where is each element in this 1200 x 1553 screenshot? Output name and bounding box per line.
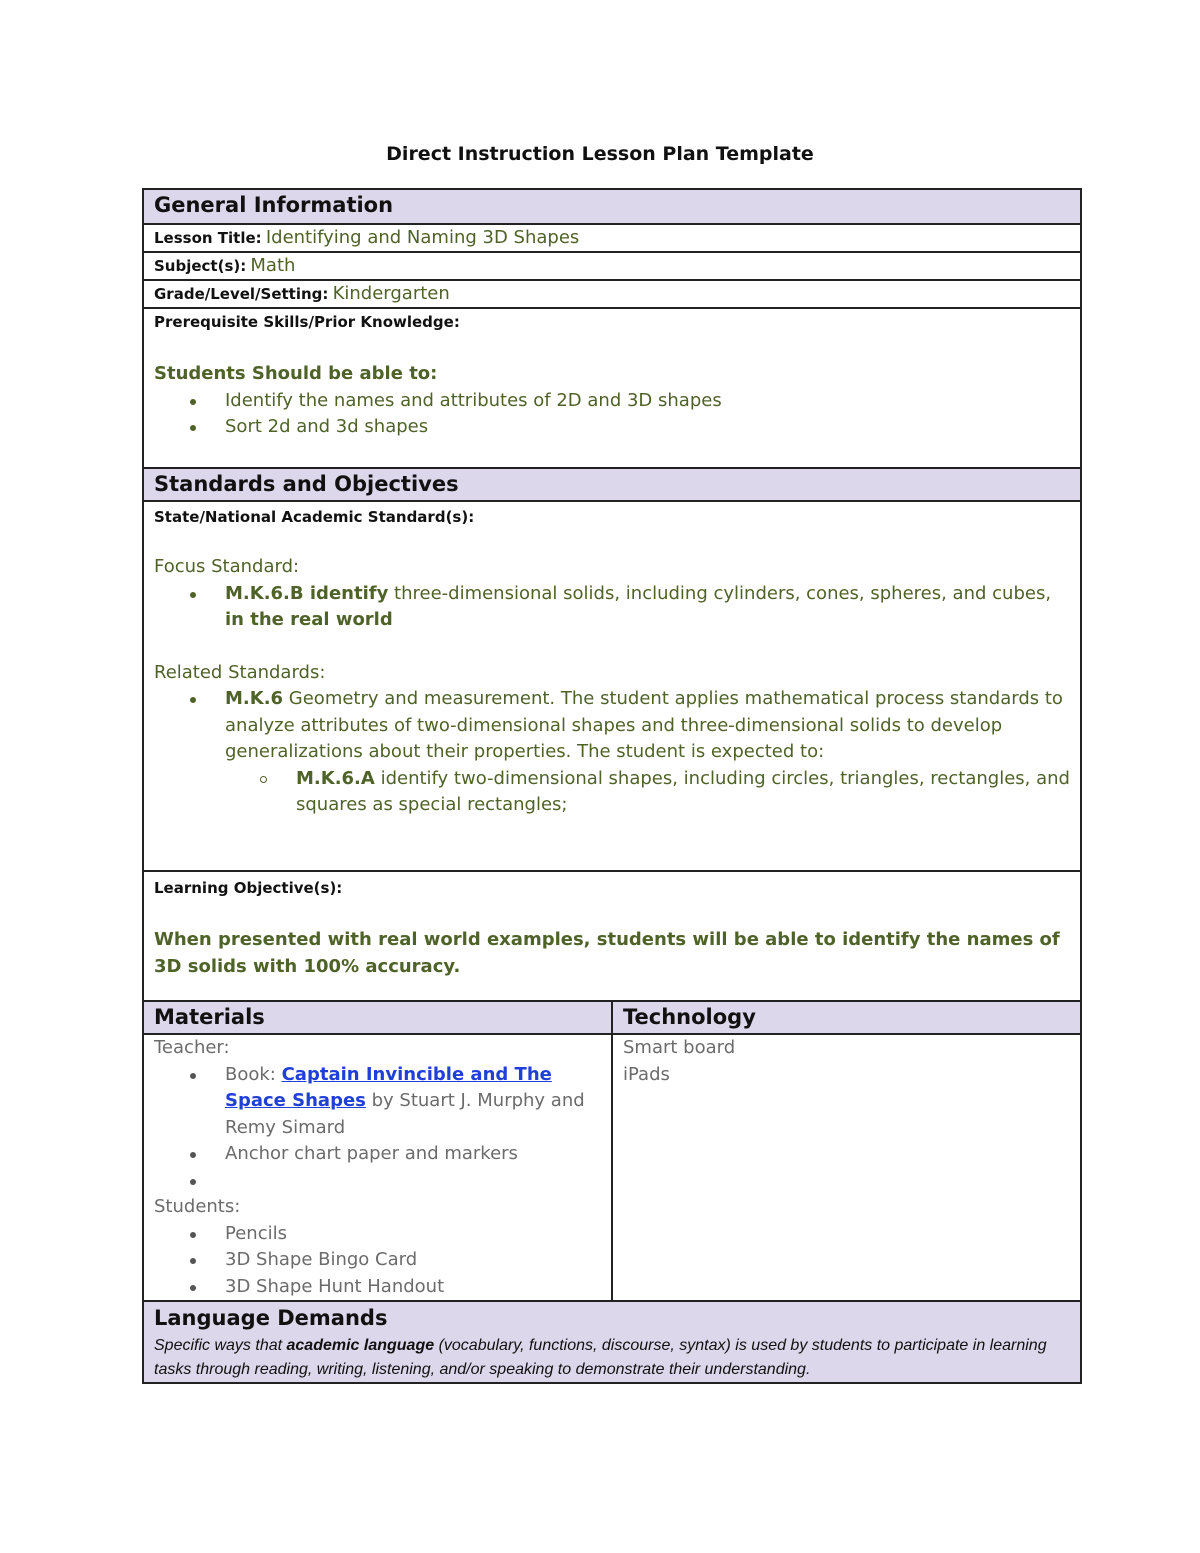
book-link[interactable]: Captain Invincible and The Space Shapes xyxy=(225,1063,552,1111)
language-demands-cell xyxy=(143,1301,1081,1383)
grade-label: Grade/Level/Setting: xyxy=(154,285,329,303)
list-item xyxy=(225,686,1070,819)
note-bold-text: academic language xyxy=(286,1337,435,1354)
technology-heading: Technology xyxy=(623,1005,756,1029)
focus-emphasis: in the real world xyxy=(225,609,393,630)
related-sub-text: identify two-dimensional shapes, including circles, triangles, rectangles, and squares as special rectangles; xyxy=(296,767,1070,815)
subject-label: Subject(s): xyxy=(154,257,247,275)
grade-value: Kindergarten xyxy=(332,283,450,304)
standards-heading: Standards and Objectives xyxy=(154,472,459,496)
materials-cell xyxy=(143,1034,612,1301)
objective-text: When presented with real world examples, students will be able to identify the names of 3D solids with 100% accuracy. xyxy=(154,929,1060,977)
prereq-list xyxy=(154,388,1070,441)
prereq-intro: Students Should be able to: xyxy=(154,363,438,384)
list-item: Anchor chart paper and markers xyxy=(225,1141,601,1168)
lesson-title-label: Lesson Title: xyxy=(154,229,262,247)
focus-code: M.K.6.B identify xyxy=(225,582,389,604)
list-item: Pencils xyxy=(225,1221,601,1248)
standards-header xyxy=(143,468,1081,501)
list-item xyxy=(225,1168,601,1195)
materials-heading: Materials xyxy=(154,1005,265,1029)
language-demands-note xyxy=(154,1334,1070,1382)
students-label: Students: xyxy=(154,1196,241,1217)
general-info-header xyxy=(143,189,1081,224)
lesson-plan-table xyxy=(142,188,1082,1384)
technology-cell xyxy=(612,1034,1081,1301)
general-info-heading: General Information xyxy=(154,193,394,217)
objective-cell xyxy=(143,871,1081,1001)
list-item: 3D Shape Bingo Card xyxy=(225,1247,601,1274)
materials-header xyxy=(143,1001,612,1034)
subject-row xyxy=(143,252,1081,280)
objective-label: Learning Objective(s): xyxy=(154,879,343,897)
standards-cell xyxy=(143,501,1081,871)
standards-label: State/National Academic Standard(s): xyxy=(154,508,475,526)
related-code: M.K.6 xyxy=(225,688,284,709)
list-item xyxy=(296,766,1070,819)
list-item xyxy=(225,581,1070,634)
book-prefix: Book: xyxy=(225,1063,282,1085)
student-materials-list xyxy=(154,1221,601,1301)
list-item xyxy=(225,1062,601,1142)
subject-value: Math xyxy=(250,255,296,276)
note-text: (vocabulary, functions, discourse, syntax) is used by students to participate in learning tasks through reading, writing, listening, and/or speaking to demonstrate their understanding. xyxy=(154,1337,1047,1378)
related-text: Geometry and measurement. The student applies mathematical process standards to analyze attributes of two-dimensional shapes and three-dimensional solids to develop generalizations about their properties. The student is expected to: xyxy=(225,688,1063,762)
lesson-title-value: Identifying and Naming 3D Shapes xyxy=(265,227,580,248)
related-sub-code: M.K.6.A xyxy=(296,767,375,789)
book-suffix: by Stuart J. Murphy and Remy Simard xyxy=(225,1090,585,1138)
related-standards-label: Related Standards: xyxy=(154,661,326,683)
prereq-cell xyxy=(143,308,1081,468)
note-text: Specific ways that xyxy=(154,1337,287,1354)
technology-item: iPads xyxy=(623,1063,670,1085)
list-item: Sort 2d and 3d shapes xyxy=(225,414,1070,441)
language-demands-heading: Language Demands xyxy=(154,1306,388,1330)
grade-row xyxy=(143,280,1081,308)
list-item: Identify the names and attributes of 2D and 3D shapes xyxy=(225,388,1070,415)
teacher-label: Teacher: xyxy=(154,1037,230,1058)
related-sub-list xyxy=(225,766,1070,819)
technology-header xyxy=(612,1001,1081,1034)
prereq-label: Prerequisite Skills/Prior Knowledge: xyxy=(154,313,460,331)
teacher-materials-list xyxy=(154,1062,601,1195)
technology-item: Smart board xyxy=(623,1037,736,1058)
list-item: 3D Shape Hunt Handout xyxy=(225,1274,601,1301)
focus-text: three-dimensional solids, including cylinders, cones, spheres, and cubes, xyxy=(388,582,1052,604)
lesson-title-row xyxy=(143,224,1081,252)
focus-standard-list xyxy=(154,581,1070,634)
focus-standard-label: Focus Standard: xyxy=(154,556,300,577)
related-standards-list xyxy=(154,686,1070,819)
document-title: Direct Instruction Lesson Plan Template xyxy=(386,143,814,165)
